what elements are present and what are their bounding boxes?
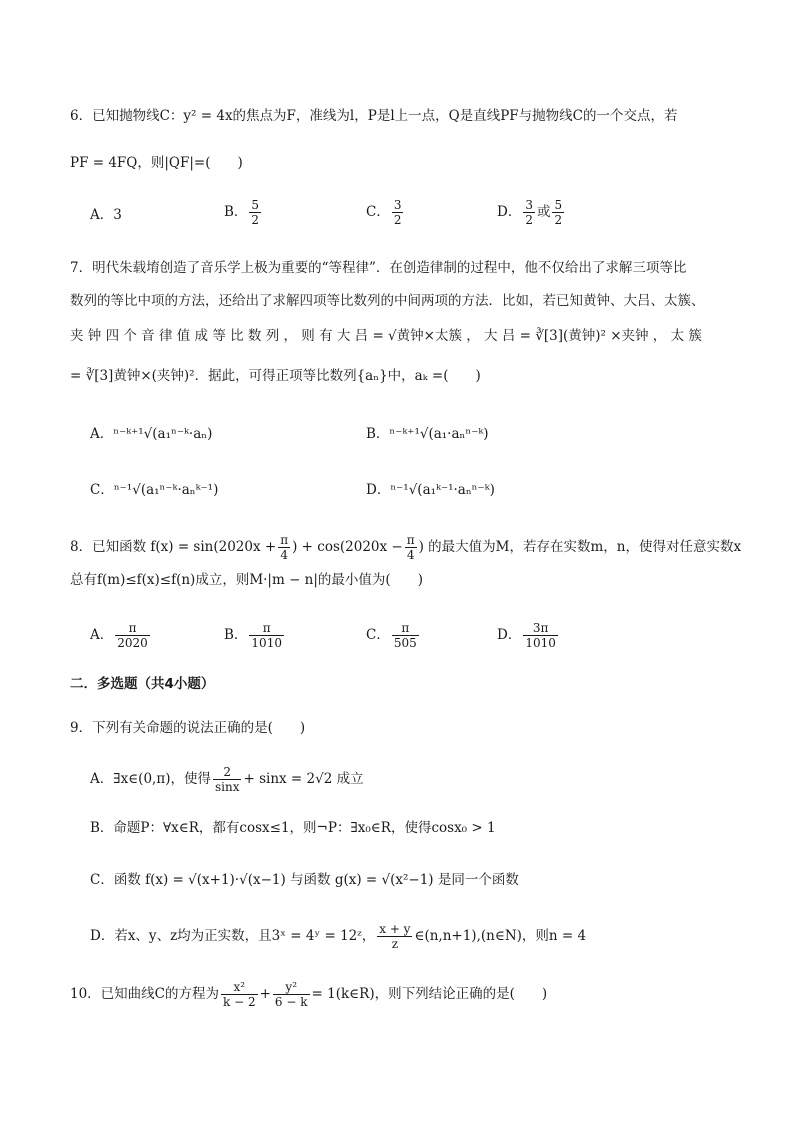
q6-line1: 6．已知抛物线C：y² = 4x的焦点为F，准线为l，P是l上一点，Q是直线PF与抛物线C的一个交点，若 [70, 108, 678, 124]
q7-option-d: D．ⁿ⁻¹√(a₁ᵏ⁻¹·aₙⁿ⁻ᵏ) [366, 482, 495, 498]
q8-option-a: A． $\frac{\pi}{2020}$ [90, 621, 148, 650]
q6-option-c: C． $\frac{3}{2}$ [366, 198, 402, 227]
section-heading: 二．多选题（共4小题） [70, 676, 215, 692]
q10-line1: 10．已知曲线C的方程为 $\frac{\text{x²}}{k - 2}$ + $\frac{\text{y²}}{6 - k}$ = 1(k∈R)，则下列结论正确的是( ) [70, 980, 548, 1009]
q6-line2: PF = 4FQ，则|QF|=( ) [70, 155, 243, 171]
q7-line4: = ∛[3]黄钟×(夹钟)²．据此，可得正项等比数列{aₙ}中，aₖ =( ) [70, 368, 481, 384]
q7-option-c: C．ⁿ⁻¹√(a₁ⁿ⁻ᵏ·aₙᵏ⁻¹) [90, 482, 219, 498]
q9-option-d: D．若x、y、z均为正实数，且3ˣ = 4ʸ = 12ᶻ， $\frac{x + y}{z}$ ∈(n,n+1),(n∈N)，则n = 4 [90, 922, 587, 951]
q9-option-a: A．∃x∈(0,π)，使得 $\frac{2}{\sin x}$ + sinx = 2√2 成立 [90, 765, 364, 794]
q8-line2: 总有f(m)≤f(x)≤f(n)成立，则M·|m − n|的最小值为( ) [70, 572, 423, 588]
q7-line2: 数列的等比中项的方法，还给出了求解四项等比数列的中间两项的方法．比如，若已知黄钟、大吕、太簇、 [70, 293, 705, 309]
q9-line1: 9．下列有关命题的说法正确的是( ) [70, 720, 306, 736]
q8-option-d: D． $\frac{3\pi}{1010}$ [497, 621, 556, 650]
q6-option-b: B． $\frac{5}{2}$ [224, 198, 260, 227]
q9-option-c: C．函数 f(x) = √(x+1)·√(x−1) 与函数 g(x) = √(x²−1) 是同一个函数 [90, 872, 519, 888]
q7-line3: 夹 钟 四 个 音 律 值 成 等 比 数 列 ， 则 有 大 吕 = √黄钟×太簇 ， 大 吕 = ∛[3](黄钟)² ×夹钟 ， 太 簇 [70, 328, 702, 344]
q8-option-b: B． $\frac{\pi}{1010}$ [224, 621, 282, 650]
q8-line1: 8．已知函数 f(x) = sin(2020x + $\frac{\pi}{4}$ ) + cos(2020x − $\frac{\pi}{4}$ ) 的最大值为M，若存在实数m，n，使得对任意实数x [70, 533, 742, 562]
q7-option-b: B．ⁿ⁻ᵏ⁺¹√(a₁·aₙⁿ⁻ᵏ) [366, 426, 489, 442]
q9-option-b: B．命题P：∀x∈R，都有cosx≤1，则¬P：∃x₀∈R，使得cosx₀ > 1 [90, 820, 496, 836]
q6-option-d: D． $\frac{3}{2}$ 或 $\frac{5}{2}$ [497, 198, 563, 227]
q8-option-c: C． $\frac{\pi}{505}$ [366, 621, 417, 650]
q7-option-a: A．ⁿ⁻ᵏ⁺¹√(a₁ⁿ⁻ᵏ·aₙ) [90, 426, 213, 442]
q6-option-a: A．3 [90, 207, 122, 223]
q7-line1: 7．明代朱载堉创造了音乐学上极为重要的“等程律”．在创造律制的过程中，他不仅给出了求解三项等比 [70, 260, 687, 276]
